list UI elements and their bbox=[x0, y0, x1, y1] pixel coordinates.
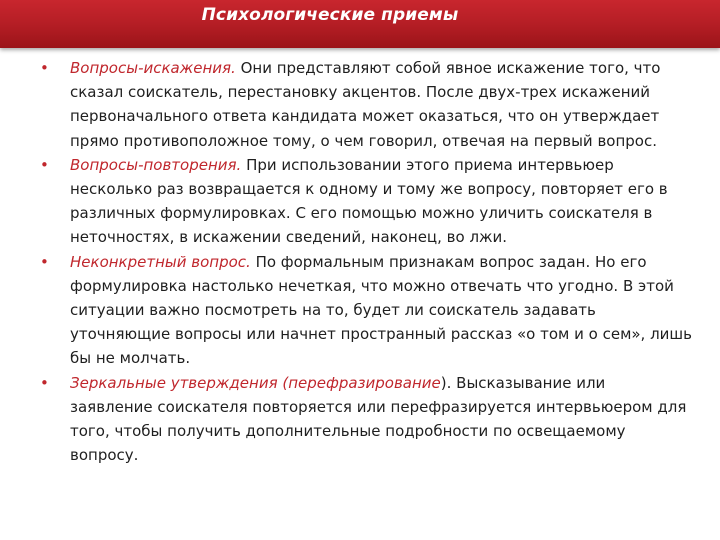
bullet-dot-icon: • bbox=[40, 252, 49, 271]
bullet-text: ). Высказывание или заявление соискателя повторяется или перефразируется интервьюером для того, чтобы получить дополнительные подробности по освещаемому вопросу. bbox=[70, 373, 687, 465]
bullet-text: По формальным признакам вопрос задан. Но его формулировка настолько нечеткая, что можно отвечать что угодно. В этой ситуации важно посмотреть на то, будет ли соискатель задавать уточняющие вопросы или начнет пространный рассказ «о том и о сем», лишь бы не молчать. bbox=[70, 252, 692, 368]
bullet-list bbox=[0, 56, 720, 467]
bullet-dot-icon: • bbox=[40, 155, 49, 174]
bullet-text: При использовании этого приема интервьюер несколько раз возвращается к одному и тому же вопросу, повторяет его в различных формулировках. С его помощью можно уличить соискателя в неточностях, в искажении сведений, наконец, во лжи. bbox=[70, 155, 668, 247]
bullet-dot-icon: • bbox=[40, 59, 49, 77]
slide-title: Психологические приемы bbox=[201, 5, 459, 25]
bullet-item bbox=[0, 250, 720, 371]
bullet-term: Вопросы-повторения. bbox=[70, 155, 242, 174]
bullet-item bbox=[0, 153, 720, 250]
bullet-text: Они представляют собой явное искажение того, что сказал соискатель, перестановку акцентов. После двух-трех искажений первоначального ответа кандидата может оказаться, что он утверждает прямо противоположное тому, о чем говорил, отвечая на первый вопрос. bbox=[70, 59, 661, 150]
bullet-dot-icon: • bbox=[40, 373, 49, 392]
bullet-item bbox=[0, 56, 720, 153]
bullet-term: Зеркальные утверждения (перефразирование bbox=[70, 373, 441, 392]
header-bar bbox=[0, 0, 720, 48]
bullet-term: Вопросы-искажения. bbox=[70, 59, 236, 77]
bullet-term: Неконкретный вопрос. bbox=[70, 252, 251, 271]
bullet-item bbox=[0, 371, 720, 468]
